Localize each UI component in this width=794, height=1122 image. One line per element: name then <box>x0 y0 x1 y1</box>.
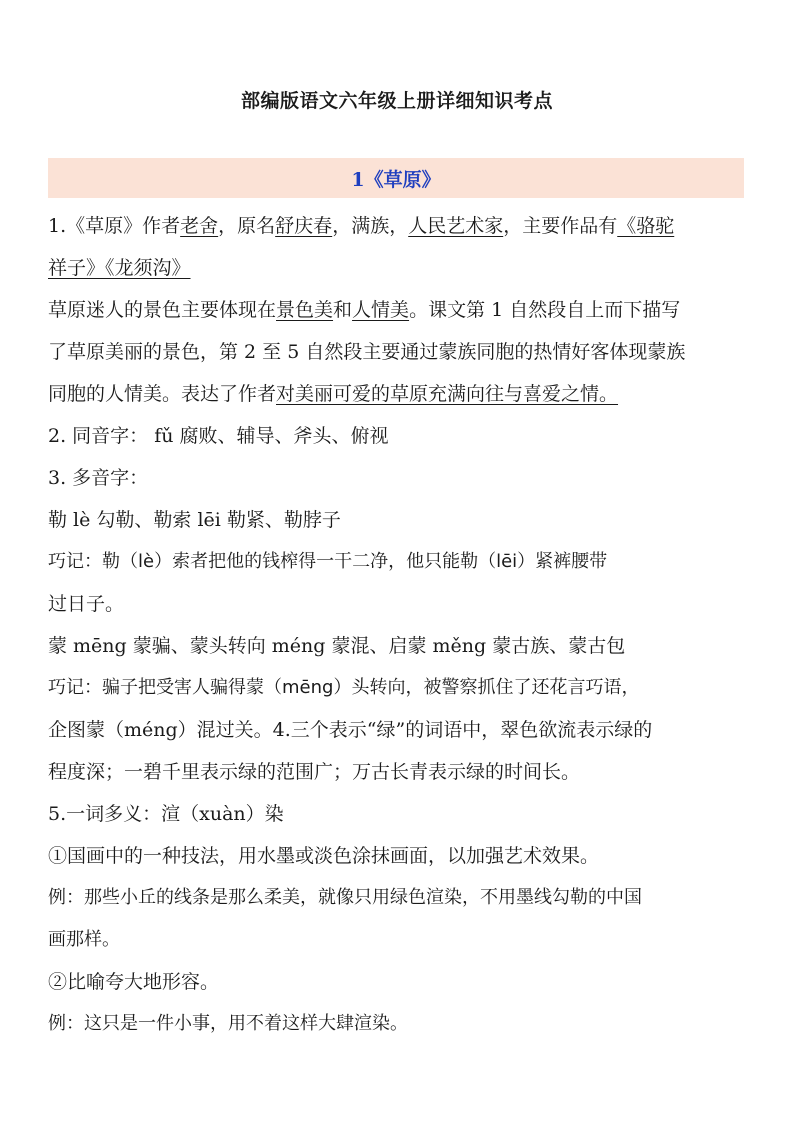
polyphone-meng: 蒙 mēng 蒙骗、蒙头转向 méng 蒙混、启蒙 měng 蒙古族、蒙古包 <box>48 635 626 657</box>
author-name: 老舍 <box>180 215 219 237</box>
polysemy-def2: ②比喻夸大地形容。 <box>48 971 220 993</box>
text-segment: 。课文第 1 自然段自上而下描写 <box>409 299 681 321</box>
paragraph-author <box>48 205 748 247</box>
polysemy-example1-line2: 画那样。 <box>48 929 120 950</box>
people-beauty: 人情美 <box>352 299 410 321</box>
text-segment: ，原名 <box>218 215 276 237</box>
memo-meng-line2 <box>48 709 748 751</box>
original-name: 舒庆春 <box>275 215 333 237</box>
works-part2: 祥子》《龙须沟》 <box>48 257 191 279</box>
author-feeling: 对美丽可爱的草原充满向往与喜爱之情。 <box>276 383 619 405</box>
memo-le-line1: 巧记：勒（lè）索者把他的钱榨得一干二净，他只能勒（lēi）紧裤腰带 <box>48 551 608 572</box>
homophones-words: 腐败、辅导、斧头、俯视 <box>179 425 389 447</box>
green-words-start: 4.三个表示“绿”的词语中，翠色欲流表示绿的 <box>272 719 653 741</box>
polyphone-le: 勒 lè 勾勒、勒索 lēi 勒紧、勒脖子 <box>48 509 341 531</box>
homophones-label: 2. 同音字： <box>48 425 149 447</box>
polyphones-label: 3. 多音字： <box>48 467 149 489</box>
polysemy-example1-line1: 例：那些小丘的线条是那么柔美，就像只用绿色渲染，不用墨线勾勒的中国 <box>48 887 642 908</box>
text-segment: 草原迷人的景色主要体现在 <box>48 299 277 321</box>
document-body <box>48 205 748 1045</box>
text-segment: 和 <box>333 299 353 321</box>
memo-le-line2: 过日子。 <box>48 593 125 615</box>
memo-meng-line1: 巧记：骗子把受害人骗得蒙（mēng）头转向，被警察抓住了还花言巧语， <box>48 677 640 698</box>
honor-title: 人民艺术家 <box>408 215 504 237</box>
polysemy-label: 5.一词多义：渲（xuàn）染 <box>48 803 284 825</box>
section-heading: 1《草原》 <box>48 158 744 198</box>
scenery-beauty: 景色美 <box>276 299 334 321</box>
text-segment: 1.《草原》作者 <box>48 215 181 237</box>
homophones-line <box>48 415 748 457</box>
paragraph-author-cont <box>48 247 748 289</box>
paragraph-scenery <box>48 289 748 331</box>
homophones-pinyin: fǔ <box>154 425 174 447</box>
paragraph-scenery-line3 <box>48 373 748 415</box>
works-part1: 《骆驼 <box>617 215 675 237</box>
text-segment: ，主要作品有 <box>503 215 618 237</box>
text-segment: 同胞的人情美。表达了作者 <box>48 383 277 405</box>
memo-meng-end: 企图蒙（méng）混过关。 <box>48 719 273 741</box>
text-segment: ，满族， <box>332 215 409 237</box>
green-words-line2: 程度深；一碧千里表示绿的范围广；万古长青表示绿的时间长。 <box>48 761 581 783</box>
paragraph-scenery-line2: 了草原美丽的景色，第 2 至 5 自然段主要通过蒙族同胞的热情好客体现蒙族 <box>48 341 686 363</box>
polysemy-example2: 例：这只是一件小事，用不着这样大肆渲染。 <box>48 1013 408 1034</box>
page-title: 部编版语文六年级上册详细知识考点 <box>240 90 553 112</box>
polysemy-def1: ①国画中的一种技法，用水墨或淡色涂抹画面，以加强艺术效果。 <box>48 845 600 867</box>
